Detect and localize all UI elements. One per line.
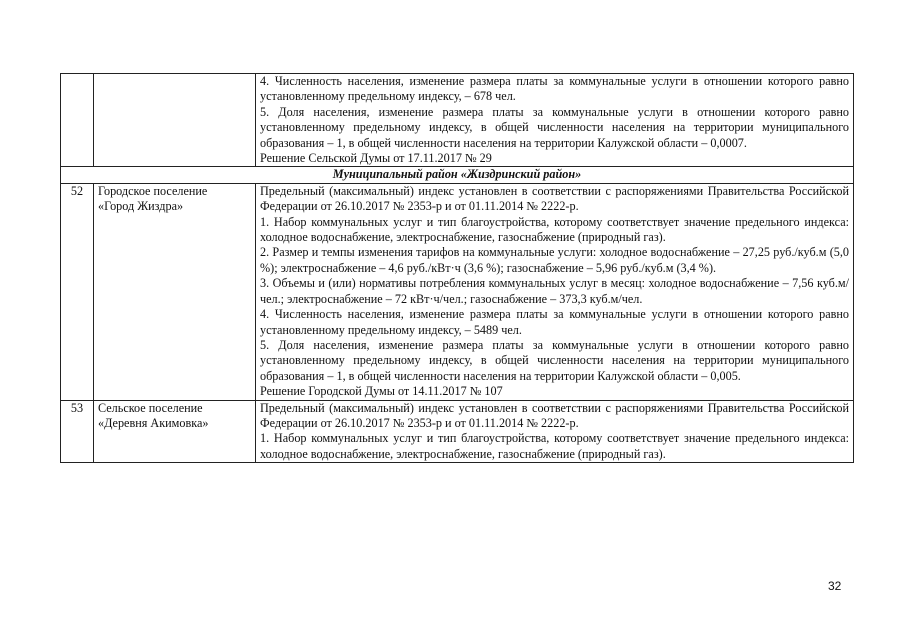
table-row — [61, 183, 854, 400]
row-number: 52 — [61, 183, 94, 400]
municipality-type: Городское поселение — [98, 183, 208, 198]
details-paragraph: 4. Численность населения, изменение размера платы за коммунальные услуги в отношении которого равно установленному предельному индексу, – 678 чел. — [260, 74, 849, 104]
row-number: 53 — [61, 400, 94, 463]
details-paragraph: 1. Набор коммунальных услуг и тип благоустройства, которому соответствует значение предельного индекса: холодное водоснабжение, электроснабжение, газоснабжение (природный газ). — [260, 214, 849, 245]
municipality-type: Сельское поселение — [98, 400, 203, 415]
table-row — [61, 400, 854, 463]
table-row — [61, 74, 854, 167]
details-cell — [256, 400, 854, 463]
page-number: 32 — [828, 579, 842, 593]
decision-reference: Решение Городской Думы от 14.11.2017 № 107 — [260, 384, 503, 399]
details-paragraph: 4. Численность населения, изменение размера платы за коммунальные услуги в отношении которого равно установленному предельному индексу, – 5489 чел. — [260, 307, 849, 337]
decision-reference: Решение Сельской Думы от 17.11.2017 № 29 — [260, 151, 492, 166]
details-paragraph: 5. Доля населения, изменение размера платы за коммунальные услуги в отношении которого равно установленному предельному индексу, в общей численности населения на территории муниципального образования – 1, в общей численности населения на территории Калужской области – 0,005. — [260, 337, 849, 383]
region-header-row — [61, 167, 854, 183]
tariff-table — [60, 73, 854, 463]
municipality-name: «Деревня Акимовка» — [98, 415, 209, 430]
municipality-cell — [94, 183, 256, 400]
municipality-cell — [94, 74, 256, 167]
municipality-cell — [94, 400, 256, 463]
region-header: Муниципальный район «Жиздринский район» — [61, 167, 854, 183]
municipality-name: «Город Жиздра» — [98, 199, 184, 214]
details-paragraph: 2. Размер и темпы изменения тарифов на коммунальные услуги: холодное водоснабжение – 27,25 руб./куб.м (5,0 %); электроснабжение – 4,6 руб./кВт·ч (3,6 %); газоснабжение – 5,96 руб./куб.м (3,4 %). — [260, 245, 849, 275]
details-paragraph: 1. Набор коммунальных услуг и тип благоустройства, которому соответствует значение предельного индекса: холодное водоснабжение, электроснабжение, газоснабжение (природный газ). — [260, 431, 849, 461]
details-paragraph: 5. Доля населения, изменение размера платы за коммунальные услуги в отношении которого равно установленному предельному индексу, в общей численности населения на территории муниципального образования – 1, в общей численности населения на территории Калужской области – 0,0007. — [260, 104, 849, 150]
details-paragraph: Предельный (максимальный) индекс установлен в соответствии с распоряжениями Правительства Российской Федерации от 26.10.2017 № 2353-р и от 01.11.2014 № 2222-р. — [260, 183, 849, 214]
details-paragraph: 3. Объемы и (или) нормативы потребления коммунальных услуг в месяц: холодное водоснабжение – 7,56 куб.м/чел.; электроснабжение – 72 кВт·ч/чел.; газоснабжение – 373,3 куб.м/чел. — [260, 276, 849, 306]
details-cell — [256, 183, 854, 400]
details-cell — [256, 74, 854, 167]
row-number-cell — [61, 74, 94, 167]
details-paragraph: Предельный (максимальный) индекс установлен в соответствии с распоряжениями Правительства Российской Федерации от 26.10.2017 № 2353-р и от 01.11.2014 № 2222-р. — [260, 400, 849, 430]
